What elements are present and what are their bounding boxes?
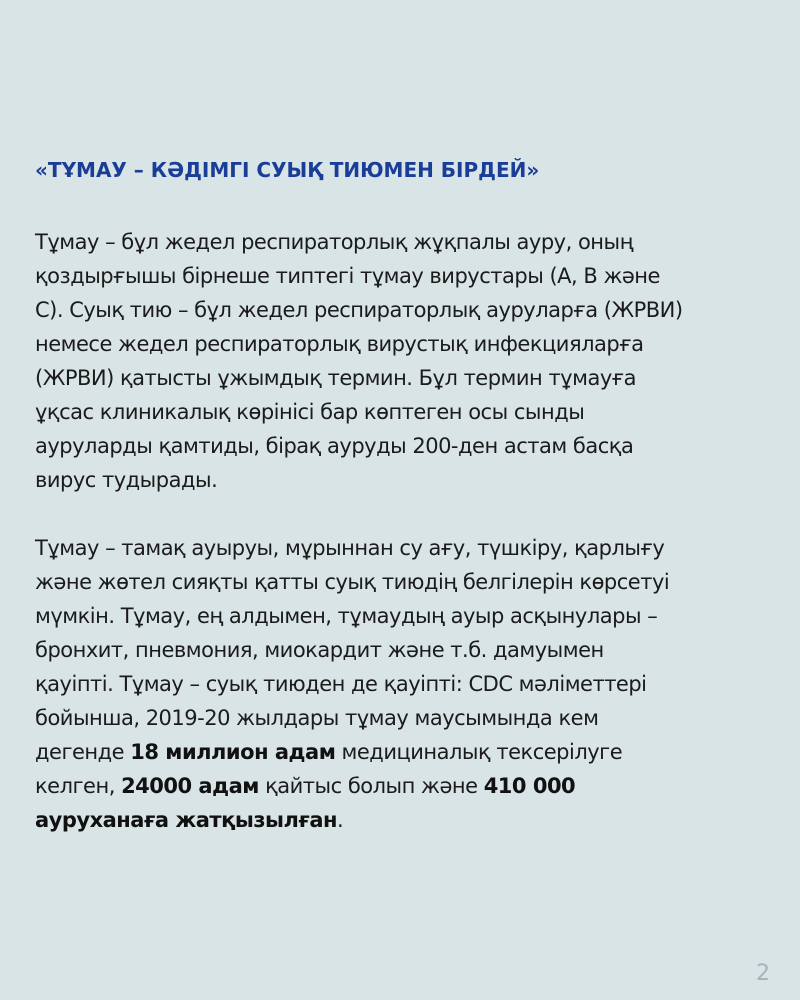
text-segment: келген,: [35, 774, 122, 798]
text-line: бойынша, 2019-20 жылдары тұмау маусымында кем: [35, 706, 599, 730]
highlight-hospitalizations-count: 410 000: [483, 774, 576, 798]
text-line: Тұмау – тамақ ауыруы, мұрыннан су ағу, түшкіру, қарлығу: [35, 536, 665, 560]
paragraph-intro: [35, 225, 775, 497]
text-segment: дегенде: [35, 740, 131, 764]
text-line: (ЖРВИ) қатысты ұжымдық термин. Бұл термин тұмауға: [35, 366, 637, 390]
text-segment: .: [337, 808, 344, 832]
text-line: [35, 803, 775, 837]
highlight-deaths: 24000 адам: [121, 774, 259, 798]
text-line: Тұмау – бұл жедел респираторлық жұқпалы ауру, оның: [35, 230, 633, 254]
highlight-visits: 18 миллион адам: [130, 740, 336, 764]
highlight-hospitalized: ауруханаға жатқызылған: [35, 808, 338, 832]
text-line: ұқсас клиникалық көрінісі бар көптеген осы сынды: [35, 400, 585, 424]
text-line: немесе жедел респираторлық вирустық инфекцияларға: [35, 332, 644, 356]
text-segment: медициналық тексерілуге: [335, 740, 623, 764]
text-line: вирус тудырады.: [35, 468, 218, 492]
text-segment: қайтыс болып және: [258, 774, 484, 798]
text-line: [35, 769, 775, 803]
text-line: қауіпті. Тұмау – суық тиюден де қауіпті: CDC мәліметтері: [35, 672, 647, 696]
text-line: мүмкін. Тұмау, ең алдымен, тұмаудың ауыр асқынулары –: [35, 604, 658, 628]
text-line: [35, 735, 775, 769]
page-title: «ТҰМАУ – КӘДІМГІ СУЫҚ ТИЮМЕН БІРДЕЙ»: [35, 158, 540, 182]
text-line: С). Суық тию – бұл жедел респираторлық ауруларға (ЖРВИ): [35, 298, 683, 322]
paragraph-statistics: [35, 531, 775, 837]
text-line: бронхит, пневмония, миокардит және т.б. дамуымен: [35, 638, 604, 662]
text-line: қоздырғышы бірнеше типтегі тұмау вирустары (А, В және: [35, 264, 660, 288]
text-line: ауруларды қамтиды, бірақ ауруды 200-ден астам басқа: [35, 434, 634, 458]
page-number: 2: [756, 961, 770, 986]
text-line: және жөтел сияқты қатты суық тиюдің белгілерін көрсетуі: [35, 570, 670, 594]
